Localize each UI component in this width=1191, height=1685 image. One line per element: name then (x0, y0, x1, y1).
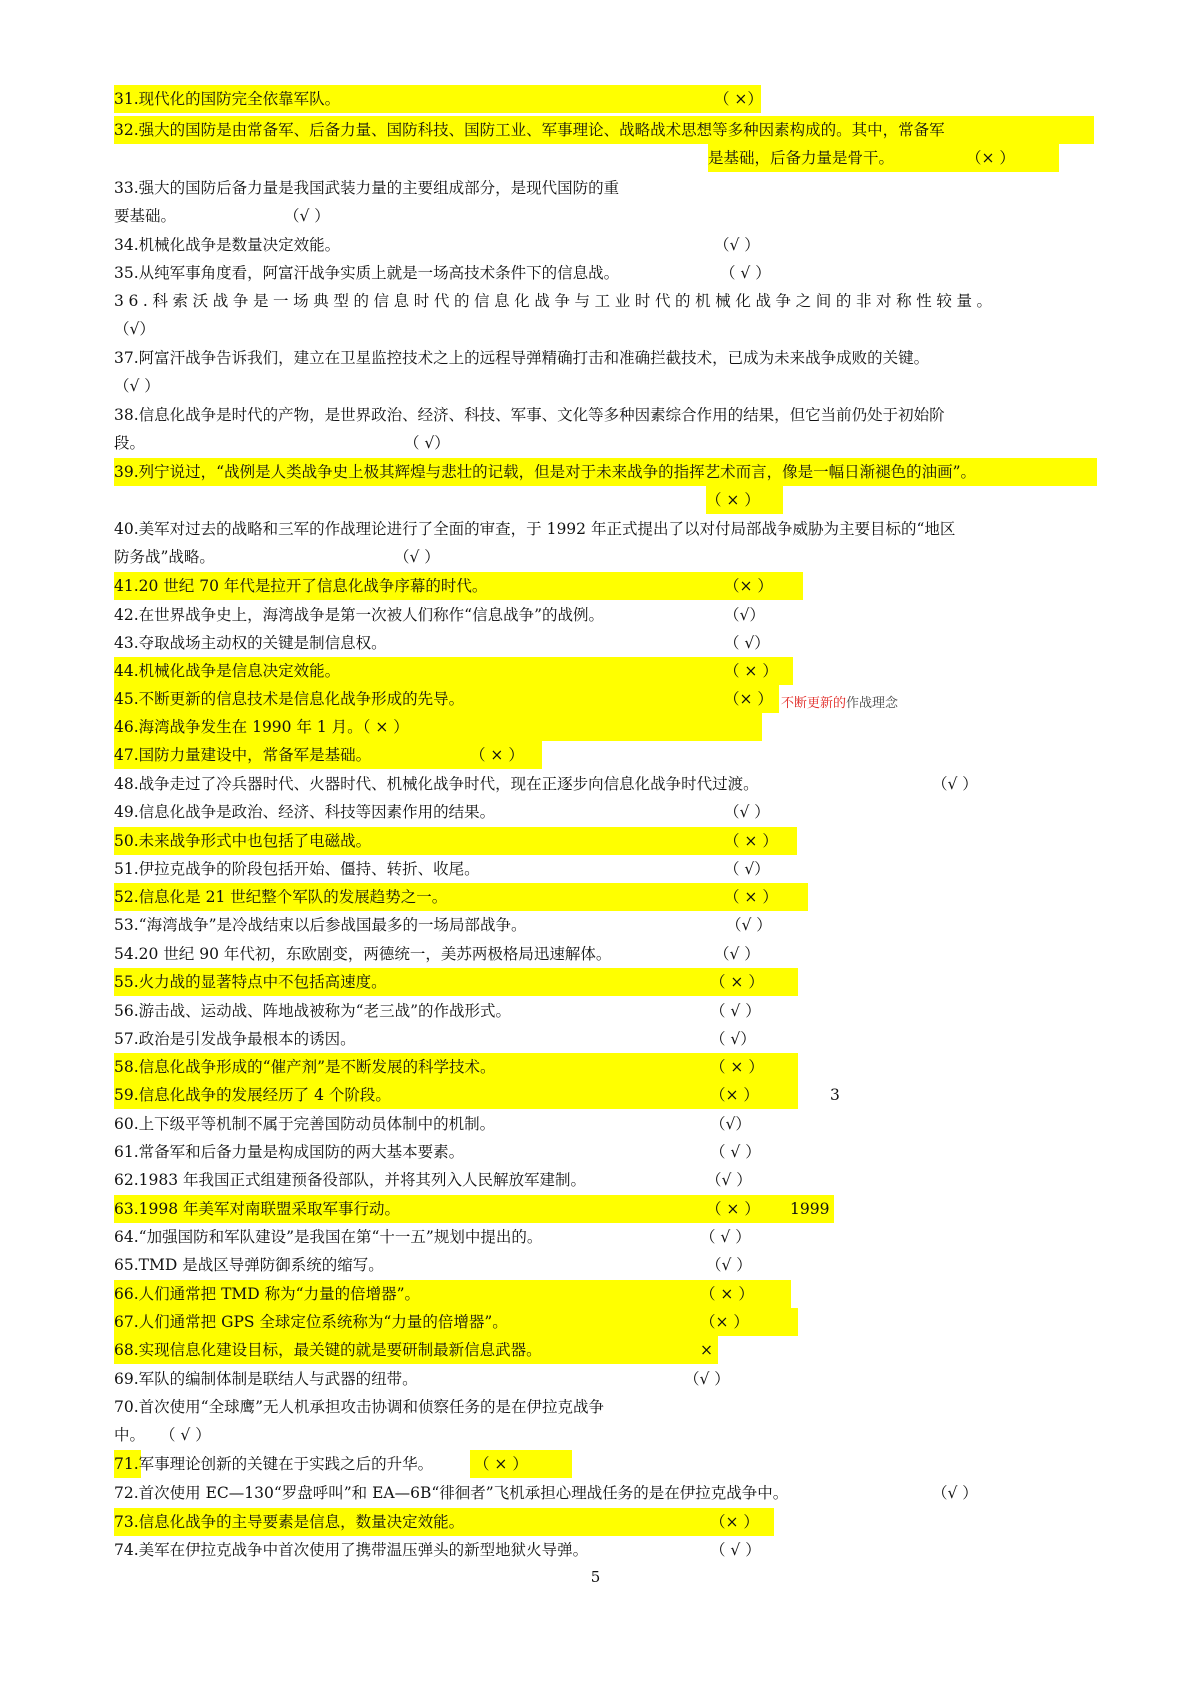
item-text: 57.政治是引发战争最根本的诱因。 (114, 1030, 356, 1048)
answer-mark: （√ ） (394, 548, 440, 566)
list-item (114, 515, 955, 543)
answer-mark: （ × ） (724, 888, 778, 906)
list-item-continuation (114, 543, 440, 571)
item-text: 62.1983 年我国正式组建预备役部队，并将其列入人民解放军建制。 (114, 1171, 587, 1189)
item-text: 45.不断更新的信息技术是信息化战争形成的先导。 (114, 690, 465, 708)
list-item (114, 1536, 761, 1564)
item-text: 36.科索沃战争是一场典型的信息时代的信息化战争与工业时代的机械化战争之间的非对称性较量。 (114, 292, 997, 310)
answer-mark: （ × ） (710, 973, 764, 991)
list-item (114, 1138, 761, 1166)
answer-mark: （ √ ） (710, 1002, 761, 1020)
list-item (114, 1053, 764, 1081)
item-text: 55.火力战的显著特点中不包括高速度。 (114, 973, 387, 991)
answer-mark: （ × ） (710, 1058, 764, 1076)
list-item (114, 572, 773, 600)
answer-mark: （ × ） (706, 491, 760, 509)
item-text: 38.信息化战争是时代的产物，是世界政治、经济、科技、军事、文化等多种因素综合作用的结果，但它当前仍处于初始阶 (114, 406, 945, 424)
item-text: 52.信息化是 21 世纪整个军队的发展趋势之一。 (114, 888, 448, 906)
list-item (114, 1508, 759, 1536)
answer-mark: （ × ） (706, 1200, 760, 1218)
list-item (114, 1365, 730, 1393)
answer-mark: （ √ ） (160, 1426, 211, 1444)
item-text: 63.1998 年美军对南联盟采取军事行动。 (114, 1200, 401, 1218)
item-text: 中。 (114, 1426, 146, 1444)
answer-mark: （√ ） (724, 803, 770, 821)
item-text: 64.“加强国防和军队建设”是我国在第“十一五”规划中提出的。 (114, 1228, 543, 1246)
answer-mark: （√ ） (932, 1484, 978, 1502)
list-item (114, 1110, 751, 1138)
answer-mark: （× ） (724, 690, 773, 708)
list-item (114, 401, 945, 429)
answer-mark: （ × ） (724, 832, 778, 850)
answer-mark: （× ） (724, 577, 773, 595)
item-text: 要基础。 (114, 207, 177, 225)
answer-mark: （√ ） (706, 1256, 752, 1274)
list-item (114, 1336, 713, 1364)
item-text: 68.实现信息化建设目标，最关键的就是要研制最新信息武器。 (114, 1341, 542, 1359)
answer-mark: （√ ） (726, 916, 772, 934)
list-item (114, 685, 773, 713)
answer-mark: （× ） (700, 1313, 749, 1331)
item-text: 49.信息化战争是政治、经济、科技等因素作用的结果。 (114, 803, 496, 821)
item-text: 段。 (114, 434, 146, 452)
list-item (114, 741, 524, 769)
list-item (114, 1166, 752, 1194)
answer-mark: （ √ ） (710, 1541, 761, 1559)
list-item (114, 85, 763, 113)
item-text: 51.伊拉克战争的阶段包括开始、僵持、转折、收尾。 (114, 860, 480, 878)
list-item (114, 911, 772, 939)
list-item-continuation (708, 144, 1015, 172)
list-item (114, 287, 997, 315)
list-item (114, 1025, 756, 1053)
list-item (114, 1450, 528, 1478)
list-item (114, 174, 619, 202)
answer-mark: （ × ） (470, 746, 524, 764)
item-text: 50.未来战争形式中也包括了电磁战。 (114, 832, 372, 850)
handwritten-correction: 1999 (790, 1200, 830, 1218)
list-item-continuation (706, 486, 760, 514)
list-item (114, 855, 770, 883)
list-item-continuation (114, 372, 160, 400)
note-gray-text: 作战理念 (846, 696, 899, 711)
list-item-continuation (114, 315, 155, 343)
item-text: 56.游击战、运动战、阵地战被称为“老三战”的作战形式。 (114, 1002, 512, 1020)
list-item (114, 1195, 830, 1223)
answer-mark: （√ ） (684, 1370, 730, 1388)
item-text: 48.战争走过了冷兵器时代、火器时代、机械化战争时代，现在正逐步向信息化战争时代过渡。 (114, 775, 759, 793)
list-item (114, 1251, 752, 1279)
item-text: 66.人们通常把 TMD 称为“力量的倍增器”。 (114, 1285, 420, 1303)
item-text: 41.20 世纪 70 年代是拉开了信息化战争序幕的时代。 (114, 577, 488, 595)
list-item (114, 1308, 749, 1336)
item-text: 61.常备军和后备力量是构成国防的两大基本要素。 (114, 1143, 465, 1161)
list-item (114, 1280, 754, 1308)
item-text: 37.阿富汗战争告诉我们，建立在卫星监控技术之上的远程导弹精确打击和准确拦截技术，已成为未来战争成败的关键。 (114, 349, 930, 367)
list-item (114, 713, 409, 741)
item-text: 35.从纯军事角度看，阿富汗战争实质上就是一场高技术条件下的信息战。 (114, 264, 620, 282)
item-text: 42.在世界战争史上，海湾战争是第一次被人们称作“信息战争”的战例。 (114, 606, 605, 624)
page-number: 5 (590, 1568, 601, 1586)
answer-mark: （× ） (710, 1513, 759, 1531)
list-item (114, 231, 760, 259)
item-text: 34.机械化战争是数量决定效能。 (114, 236, 341, 254)
list-item-continuation (114, 202, 330, 230)
item-text: 73.信息化战争的主导要素是信息，数量决定效能。 (114, 1513, 465, 1531)
list-item (114, 1479, 978, 1507)
item-text: 39.列宁说过，“战例是人类战争史上极其辉煌与悲壮的记载，但是对于未来战争的指挥艺术而言，像是一幅日渐褪色的油画”。 (114, 463, 977, 481)
list-item (114, 997, 761, 1025)
answer-mark: （ √） (710, 1030, 756, 1048)
item-text: 31.现代化的国防完全依靠军队。 (114, 90, 341, 108)
item-text: 65.TMD 是战区导弹防御系统的缩写。 (114, 1256, 384, 1274)
list-item (114, 259, 771, 287)
handwritten-note (781, 692, 898, 711)
item-text: 33.强大的国防后备力量是我国武装力量的主要组成部分，是现代国防的重 (114, 179, 620, 197)
answer-mark: （ √ ） (720, 264, 771, 282)
item-text: 54.20 世纪 90 年代初，东欧剧变，两德统一，美苏两极格局迅速解体。 (114, 945, 612, 963)
item-text: 72.首次使用 EC—130“罗盘呼叫”和 EA—6B“徘徊者”飞机承担心理战任务的是在伊拉克战争中。 (114, 1484, 789, 1502)
list-item (114, 940, 760, 968)
item-text: 是基础，后备力量是骨干。 (708, 149, 895, 167)
list-item (114, 458, 976, 486)
list-item (114, 1393, 604, 1421)
answer-mark: （√ ） (714, 945, 760, 963)
answer-mark: （√ ） (706, 1171, 752, 1189)
item-text: 60.上下级平等机制不属于完善国防动员体制中的机制。 (114, 1115, 496, 1133)
answer-mark: （ √） (724, 860, 770, 878)
answer-mark: （√） (114, 320, 155, 338)
item-text: 防务战”战略。 (114, 548, 215, 566)
item-text: 67.人们通常把 GPS 全球定位系统称为“力量的倍增器”。 (114, 1313, 508, 1331)
list-item (114, 601, 765, 629)
item-text: 53.“海湾战争”是冷战结束以后参战国最多的一场局部战争。 (114, 916, 527, 934)
answer-mark: （ √ ） (710, 1143, 761, 1161)
item-text: 32.强大的国防是由常备军、后备力量、国防科技、国防工业、军事理论、战略战术思想等多种因素构成的。其中，常备军 (114, 121, 945, 139)
list-item (114, 116, 945, 144)
answer-mark: （√ ） (114, 377, 160, 395)
note-red-text: 不断更新的 (781, 696, 847, 711)
answer-mark: （√ ） (284, 207, 330, 225)
item-text: 40.美军对过去的战略和三军的作战理论进行了全面的审查，于 1992 年正式提出了以对付局部战争威胁为主要目标的“地区 (114, 520, 956, 538)
answer-mark: （ × ） (724, 662, 778, 680)
list-item (114, 883, 778, 911)
answer-mark: （√） (724, 606, 765, 624)
answer-mark: （ √ ） (700, 1228, 751, 1246)
item-text: 58.信息化战争形成的“催产剂”是不断发展的科学技术。 (114, 1058, 496, 1076)
answer-mark: × (700, 1341, 713, 1359)
answer-mark: （ × ） (474, 1455, 528, 1473)
answer-mark: （× ） (710, 1086, 759, 1104)
item-number: 71. (114, 1455, 139, 1473)
item-text: 47.国防力量建设中，常备军是基础。 (114, 746, 372, 764)
list-item-continuation (114, 429, 450, 457)
list-item (114, 798, 770, 826)
item-text: 69.军队的编制体制是联结人与武器的纽带。 (114, 1370, 418, 1388)
item-text: 44.机械化战争是信息决定效能。 (114, 662, 341, 680)
handwritten-correction: 3 (830, 1086, 840, 1104)
list-item (114, 968, 764, 996)
item-text: 43.夺取战场主动权的关键是制信息权。 (114, 634, 387, 652)
list-item (114, 657, 778, 685)
answer-mark: （ √） (404, 434, 450, 452)
item-text: 59.信息化战争的发展经历了 4 个阶段。 (114, 1086, 391, 1104)
item-text: 70.首次使用“全球鹰”无人机承担攻击协调和侦察任务的是在伊拉克战争 (114, 1398, 605, 1416)
item-text: 46.海湾战争发生在 1990 年 1 月。（ × ） (114, 718, 409, 736)
list-item-continuation (114, 1421, 211, 1449)
answer-mark: （ √） (724, 634, 770, 652)
item-text: 74.美军在伊拉克战争中首次使用了携带温压弹头的新型地狱火导弹。 (114, 1541, 589, 1559)
answer-mark: （√） (710, 1115, 751, 1133)
list-item (114, 629, 770, 657)
answer-mark: （√ ） (932, 775, 978, 793)
list-item (114, 344, 929, 372)
list-item (114, 1223, 751, 1251)
list-item (114, 770, 978, 798)
list-item (114, 1081, 840, 1109)
answer-mark: （ × ） (700, 1285, 754, 1303)
list-item (114, 827, 778, 855)
item-text: 军事理论创新的关键在于实践之后的升华。 (138, 1455, 434, 1473)
answer-mark: （ ×） (714, 90, 763, 108)
answer-mark: （√ ） (714, 236, 760, 254)
answer-mark: （× ） (966, 149, 1015, 167)
